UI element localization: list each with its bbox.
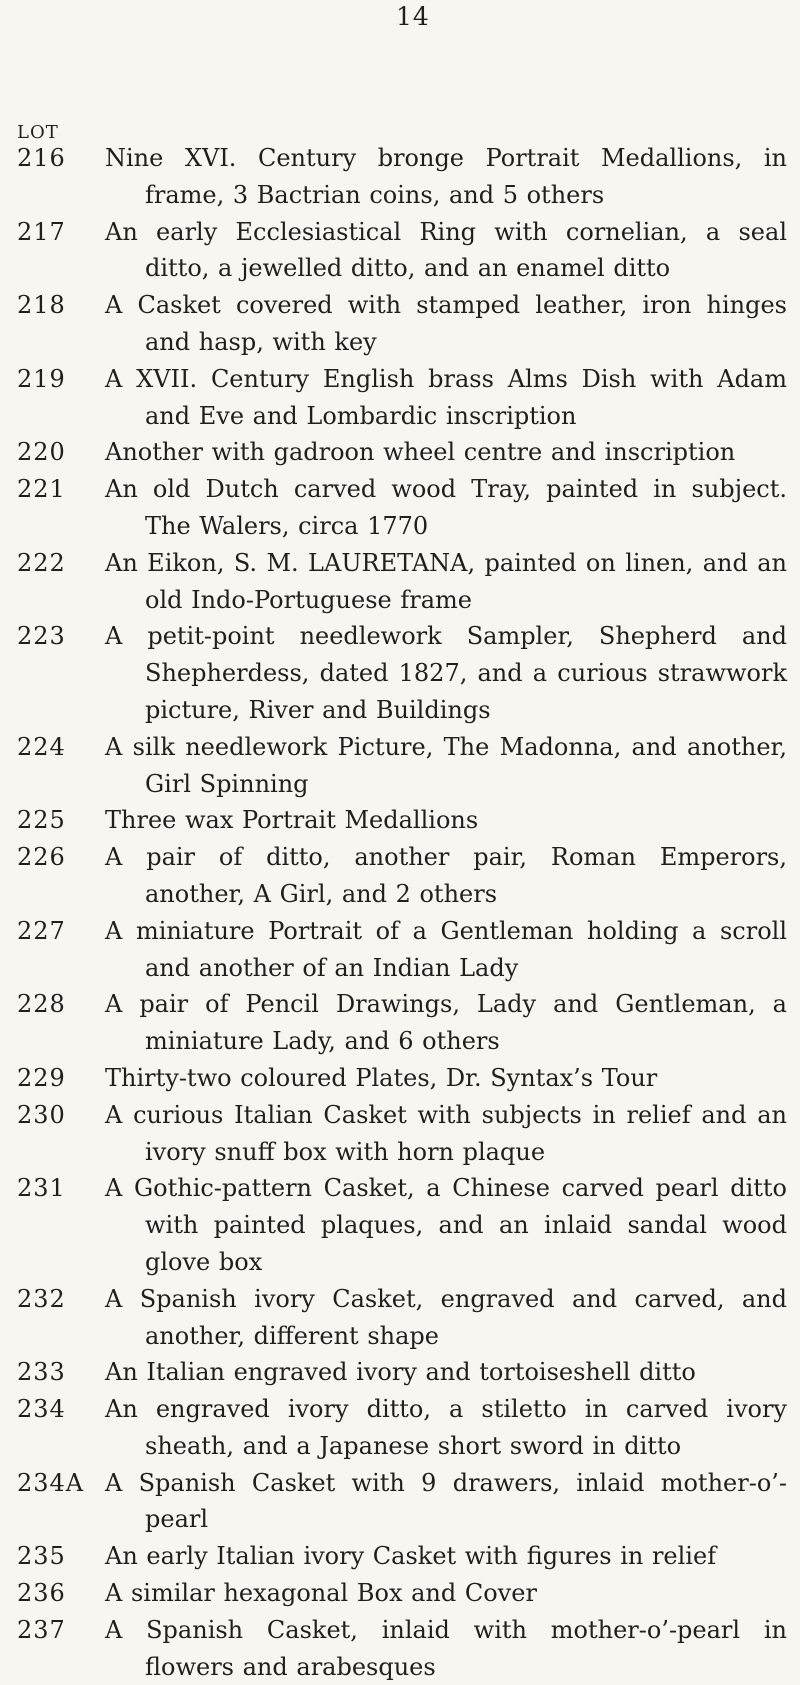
lot-number: 230 <box>17 1100 66 1129</box>
lot-description: Nine XVI. Century bronge Portrait Medallions, in frame, 3 Bactrian coins, and 5 others <box>105 144 787 209</box>
lot-entry <box>17 913 787 987</box>
lot-description: An Eikon, S. M. LAURETANA, painted on linen, and an old Indo-Portuguese frame <box>105 548 787 614</box>
lot-description: A Spanish Casket with 9 drawers, inlaid mother-o’-pearl <box>105 1468 787 1534</box>
lot-entry <box>17 140 787 214</box>
lot-number: 217 <box>17 217 66 246</box>
lot-number: 229 <box>17 1063 66 1092</box>
lot-entry <box>17 1538 787 1575</box>
lot-number: 224 <box>17 732 66 761</box>
lot-description: Another with gadroon wheel centre and inscription <box>105 438 736 467</box>
lot-entry <box>17 729 787 803</box>
lot-number: 222 <box>17 548 66 577</box>
lot-number: 220 <box>17 438 66 467</box>
lot-entry <box>17 1097 787 1171</box>
lot-number: 221 <box>17 475 66 504</box>
lot-entry <box>17 802 787 839</box>
lot-entry <box>17 1612 787 1685</box>
lot-description: A pair of ditto, another pair, Roman Emperors, another, A Girl, and 2 others <box>105 843 787 908</box>
lot-number: 223 <box>17 622 66 651</box>
lot-entry <box>17 1354 787 1391</box>
lot-number: 234A <box>17 1468 85 1497</box>
lot-entry <box>17 1465 787 1539</box>
lot-number: 225 <box>17 806 66 835</box>
lot-description: Thirty-two coloured Plates, Dr. Syntax’s Tour <box>105 1063 658 1092</box>
lot-entry <box>17 1391 787 1465</box>
lot-description: A XVII. Century English brass Alms Dish with Adam and Eve and Lombardic inscription <box>105 364 787 430</box>
lot-description: Three wax Portrait Medallions <box>105 806 479 835</box>
lot-entry <box>17 214 787 288</box>
lot-number: 234 <box>17 1395 66 1424</box>
lot-description: A similar hexagonal Box and Cover <box>105 1579 537 1608</box>
lot-description: A curious Italian Casket with subjects in relief and an ivory snuff box with horn plaque <box>105 1100 787 1166</box>
lot-description: A Spanish ivory Casket, engraved and carved, and another, different shape <box>105 1284 787 1350</box>
lot-description: A petit-point needlework Sampler, Shepherd and Shepherdess, dated 1827, and a curious strawwork picture, River and Buildings <box>105 622 787 724</box>
lot-entry <box>17 287 787 361</box>
lot-number: 232 <box>17 1284 66 1313</box>
lot-entry <box>17 618 787 728</box>
lot-description: A Gothic-pattern Casket, a Chinese carved pearl ditto with painted plaques, and an inlaid sandal wood glove box <box>105 1174 787 1276</box>
lot-description: An early Italian ivory Casket with figures in relief <box>105 1542 717 1571</box>
lot-entry <box>17 1281 787 1355</box>
lot-description: An Italian engraved ivory and tortoiseshell ditto <box>105 1358 696 1387</box>
lot-description: A miniature Portrait of a Gentleman holding a scroll and another of an Indian Lady <box>105 916 787 982</box>
lot-number: 231 <box>17 1174 66 1203</box>
lot-number: 216 <box>17 144 66 172</box>
lot-entry <box>17 545 787 619</box>
lot-description: An old Dutch carved wood Tray, painted in subject. The Walers, circa 1770 <box>105 475 787 540</box>
lot-description: A silk needlework Picture, The Madonna, and another, Girl Spinning <box>105 732 787 798</box>
lot-column-header: LOT <box>17 122 59 143</box>
lot-entry <box>17 986 787 1060</box>
lot-description: An early Ecclesiastical Ring with cornelian, a seal ditto, a jewelled ditto, and an enamel ditto <box>105 217 787 283</box>
lot-number: 236 <box>17 1579 66 1608</box>
lot-number: 227 <box>17 916 66 945</box>
lot-description: A Casket covered with stamped leather, iron hinges and hasp, with key <box>105 291 787 356</box>
lot-description: A pair of Pencil Drawings, Lady and Gentleman, a miniature Lady, and 6 others <box>105 990 787 1056</box>
lot-entry <box>17 1060 787 1097</box>
lot-number: 235 <box>17 1542 66 1571</box>
lot-number: 218 <box>17 291 66 320</box>
page-number: 14 <box>396 2 430 31</box>
lot-entry <box>17 471 787 545</box>
lot-list <box>17 140 787 1685</box>
lot-entry <box>17 1170 787 1280</box>
lot-entry <box>17 434 787 471</box>
lot-description: A Spanish Casket, inlaid with mother-o’-pearl in flowers and arabesques <box>105 1615 787 1681</box>
lot-number: 219 <box>17 364 66 393</box>
lot-description: An engraved ivory ditto, a stiletto in carved ivory sheath, and a Japanese short sword in ditto <box>105 1395 787 1460</box>
lot-number: 237 <box>17 1615 66 1644</box>
lot-number: 228 <box>17 990 66 1019</box>
lot-entry <box>17 839 787 913</box>
lot-number: 226 <box>17 843 66 872</box>
lot-number: 233 <box>17 1358 66 1387</box>
lot-entry <box>17 1575 787 1612</box>
lot-entry <box>17 361 787 435</box>
